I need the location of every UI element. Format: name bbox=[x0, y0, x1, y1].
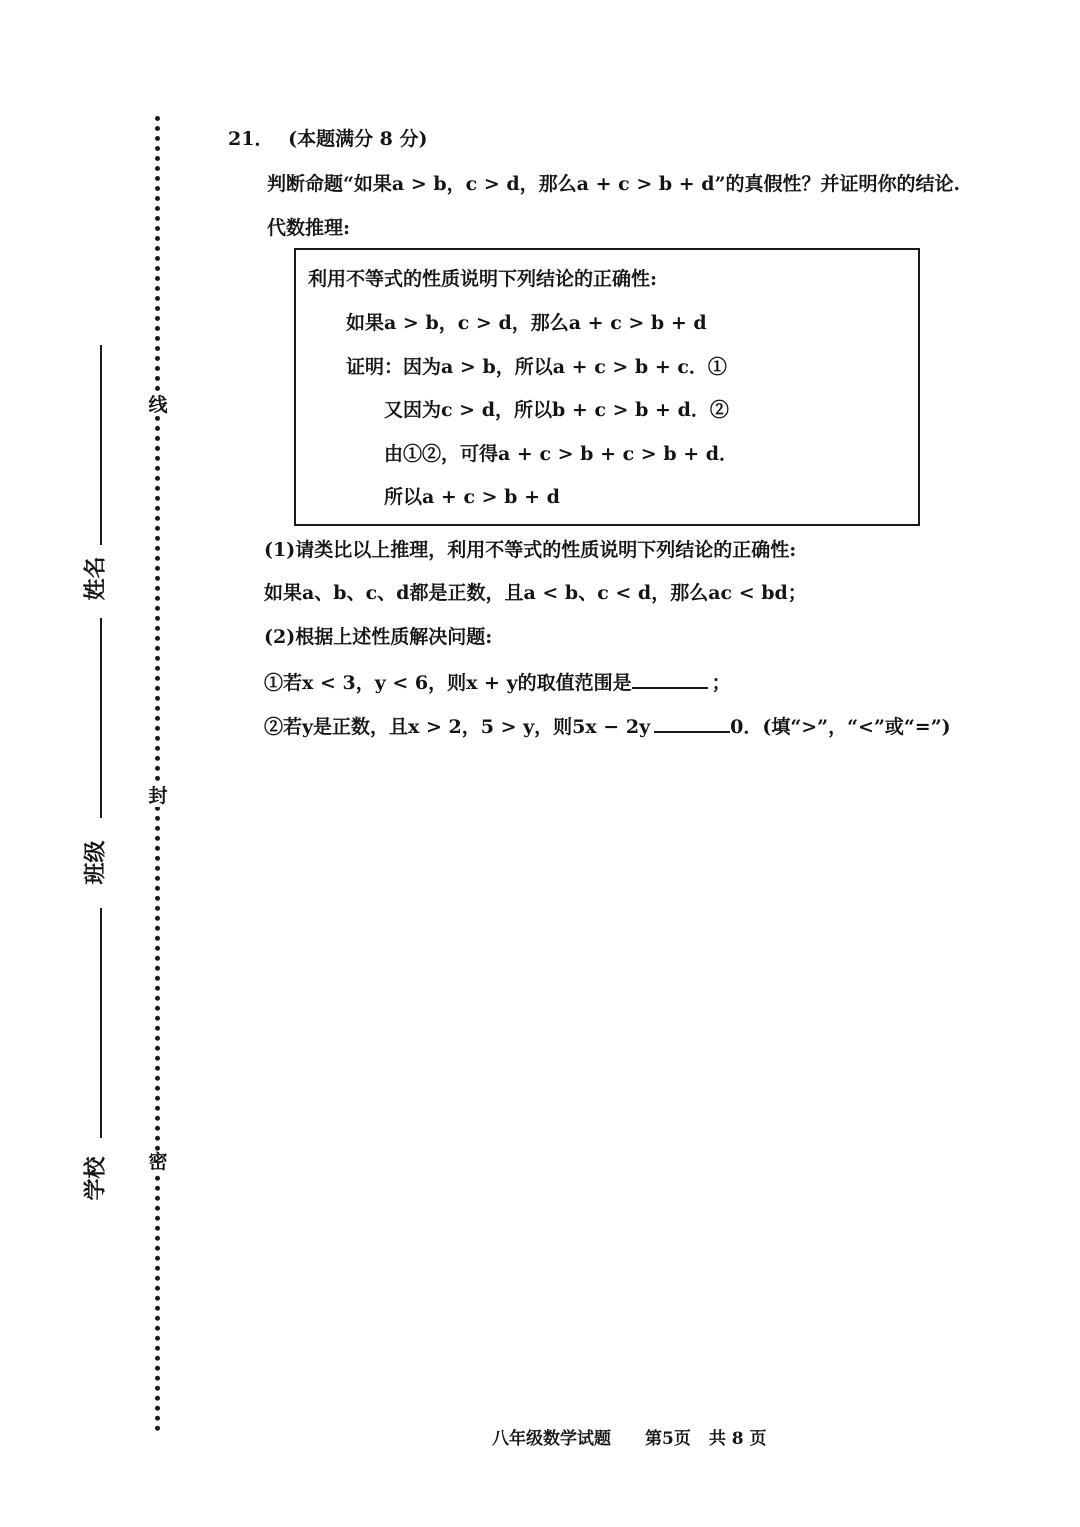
seal-char-secret: 密 bbox=[148, 1151, 168, 1173]
part1-intro: (1)请类比以上推理，利用不等式的性质说明下列结论的正确性: bbox=[264, 539, 797, 561]
part2-q2-text: ②若y是正数，且x > 2，5 > y，则5x − 2y bbox=[264, 716, 651, 738]
seal-char-line: 线 bbox=[148, 394, 168, 416]
part2-q2-answer-blank[interactable] bbox=[654, 711, 730, 733]
question-number: 21． bbox=[228, 128, 274, 150]
seal-dotted-line bbox=[155, 116, 160, 1432]
box-proof-line2: 又因为c > d，所以b + c > b + d．② bbox=[384, 399, 729, 421]
question-prompt: 判断命题“如果a > b，c > d，那么a + c > b + d”的真假性？并证明你的结论. bbox=[267, 173, 961, 195]
footer-subject: 八年级数学试题 bbox=[492, 1429, 611, 1449]
class-field-line[interactable] bbox=[100, 908, 102, 1138]
part2-question1 bbox=[264, 667, 731, 696]
part2-question2 bbox=[264, 711, 951, 740]
footer-page-number: 第5页 bbox=[645, 1429, 691, 1449]
name-field-line[interactable] bbox=[100, 345, 102, 545]
box-claim: 如果a > b，c > d，那么a + c > b + d bbox=[346, 312, 707, 334]
box-proof-line4: 所以a + c > b + d bbox=[384, 486, 560, 508]
part1-claim: 如果a、b、c、d都是正数，且a < b、c < d，那么ac < bd； bbox=[264, 582, 807, 604]
reasoning-title: 代数推理: bbox=[267, 217, 351, 239]
part2-intro: (2)根据上述性质解决问题: bbox=[264, 626, 493, 648]
part2-q1-suffix: ； bbox=[711, 672, 731, 694]
part2-q2-suffix: 0．(填“>”，“<”或“=”) bbox=[730, 716, 951, 738]
name-field-line-lower[interactable] bbox=[100, 618, 102, 818]
footer-total-pages: 共 8 页 bbox=[708, 1429, 767, 1449]
name-field-label: 姓名 bbox=[82, 555, 109, 601]
class-field-label: 班级 bbox=[82, 839, 109, 885]
box-proof-line1: 证明：因为a > b，所以a + c > b + c．① bbox=[346, 356, 727, 378]
part2-q1-answer-blank[interactable] bbox=[632, 667, 708, 689]
question-points: (本题满分 8 分) bbox=[288, 128, 428, 150]
box-proof-line3: 由①②，可得a + c > b + c > b + d． bbox=[384, 443, 739, 465]
box-heading: 利用不等式的性质说明下列结论的正确性: bbox=[308, 268, 658, 290]
seal-char-seal: 封 bbox=[148, 785, 168, 807]
school-field-label: 学校 bbox=[82, 1155, 109, 1201]
question-header bbox=[228, 126, 428, 152]
part2-q1-text: ①若x < 3，y < 6，则x + y的取值范围是 bbox=[264, 672, 632, 694]
page-footer bbox=[492, 1424, 767, 1449]
